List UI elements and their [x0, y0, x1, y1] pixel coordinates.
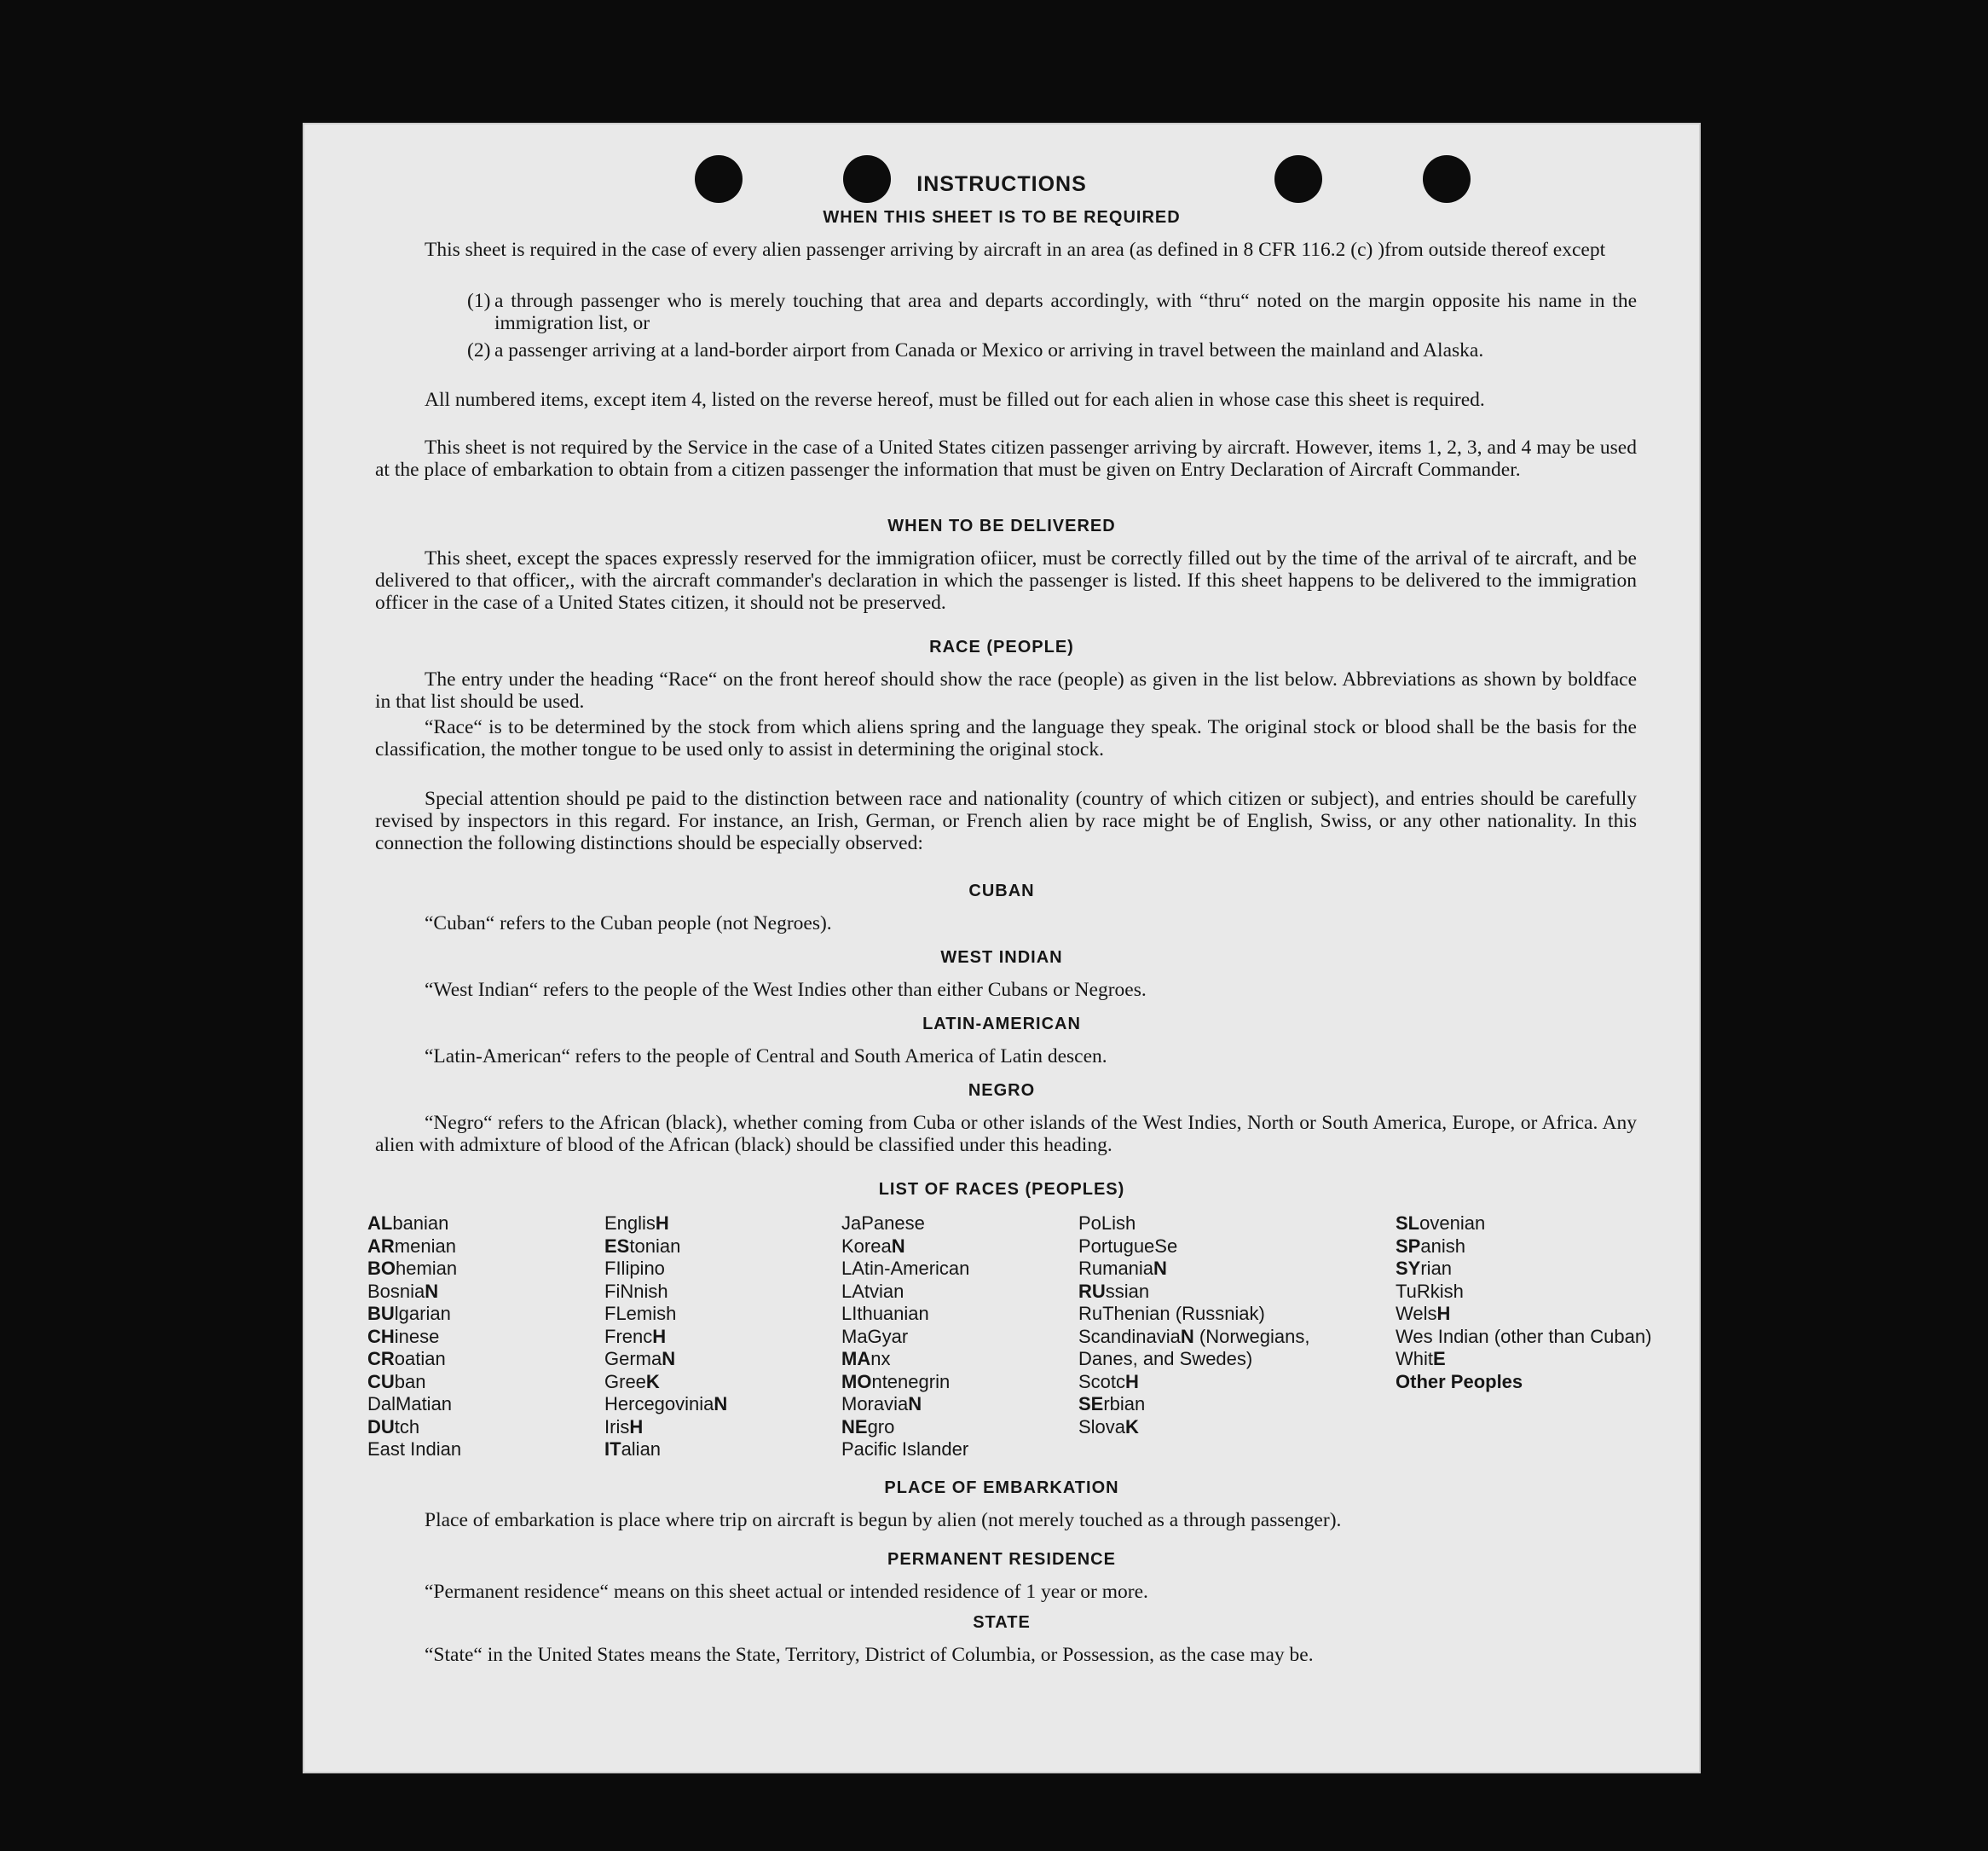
race-name-part: gro: [867, 1415, 895, 1437]
section-heading: WHEN TO BE DELIVERED: [887, 517, 1116, 535]
race-name-part: PortugueSe: [1078, 1235, 1178, 1257]
paragraph: “Race“ is to be determined by the stock from which aliens spring and the language they speak. The original stock or blood shall be the basis for the classification, the mother tongue to be used only to assist in determining the original stock.: [375, 716, 1637, 761]
race-entry: [841, 1281, 1072, 1304]
race-name-part: Whit: [1396, 1348, 1433, 1369]
race-name-part: Pacific Islander: [841, 1438, 969, 1460]
race-name-part: RuThenian (Russniak): [1078, 1303, 1265, 1324]
race-abbreviation: SP: [1396, 1235, 1421, 1257]
race-abbreviation: N: [425, 1280, 439, 1302]
race-abbreviation: AL: [367, 1212, 393, 1234]
race-abbreviation: N: [908, 1393, 922, 1414]
race-abbreviation: SL: [1396, 1212, 1420, 1234]
race-entry: [1078, 1326, 1326, 1371]
section-heading: PLACE OF EMBARKATION: [884, 1478, 1119, 1497]
race-entry: [604, 1235, 826, 1258]
race-name-part: LAtvian: [841, 1280, 904, 1302]
race-entry: [841, 1393, 1072, 1416]
race-entry: [1396, 1325, 1652, 1349]
race-abbreviation: N: [714, 1393, 728, 1414]
race-abbreviation: BU: [367, 1303, 395, 1324]
item-number: (1): [467, 290, 491, 312]
races-column: [604, 1212, 826, 1461]
race-name-part: alian: [621, 1438, 662, 1460]
race-abbreviation: Other Peoples: [1396, 1370, 1523, 1392]
race-entry: [1396, 1235, 1634, 1258]
race-abbreviation: CH: [367, 1325, 395, 1347]
race-entry: [1078, 1371, 1326, 1394]
race-entry: [1396, 1212, 1634, 1235]
race-entry: [604, 1371, 826, 1394]
race-entry: [841, 1212, 1072, 1235]
race-abbreviation: IT: [604, 1438, 621, 1460]
race-abbreviation: CU: [367, 1370, 395, 1392]
section-heading: WHEN THIS SHEET IS TO BE REQUIRED: [823, 208, 1181, 227]
race-entry: [841, 1303, 1072, 1326]
paragraph: This sheet is required in the case of every alien passenger arriving by aircraft in an area (as defined in 8 CFR 116.2 (c) )from outside thereof except: [425, 239, 1606, 261]
race-name-part: (Norwegians, Danes, and Swedes): [1078, 1325, 1310, 1369]
race-name-part: MaGyar: [841, 1325, 909, 1347]
race-entry: [604, 1416, 826, 1439]
race-name-part: Gree: [604, 1370, 646, 1392]
race-name-part: ovenian: [1419, 1212, 1486, 1234]
race-name-part: Wes Indian (other than Cuban): [1396, 1325, 1652, 1347]
race-abbreviation: N: [662, 1348, 676, 1369]
race-entry: [367, 1303, 589, 1326]
race-abbreviation: E: [1433, 1348, 1446, 1369]
race-abbreviation: MO: [841, 1370, 872, 1392]
race-name-part: LIthuanian: [841, 1303, 929, 1324]
paragraph: Special attention should pe paid to the distinction between race and nationality (country of which citizen or subject), and entries should be carefully revised by inspectors in this regard. For instance, an Irish, German, or French alien by race might be of English, Swiss, or any other nationality. In this connection the following distinctions should be especially observed:: [375, 788, 1637, 854]
paragraph: “Negro“ refers to the African (black), whether coming from Cuba or other islands of the West Indies, North or South America, Europe, or Africa. Any alien with admixture of blood of the African (black) should be classified under this heading.: [375, 1112, 1637, 1156]
race-abbreviation: CR: [367, 1348, 395, 1369]
race-entry: [604, 1212, 826, 1235]
section-heading: NEGRO: [968, 1081, 1036, 1100]
race-name-part: Scandinavia: [1078, 1325, 1181, 1347]
race-name-part: Moravia: [841, 1393, 909, 1414]
races-column: [841, 1212, 1072, 1461]
race-name-part: lgarian: [394, 1303, 451, 1324]
race-name-part: ntenegrin: [871, 1370, 951, 1392]
race-name-part: JaPanese: [841, 1212, 925, 1234]
race-entry: [841, 1326, 1072, 1349]
races-column: [1078, 1212, 1326, 1438]
section-heading: LATIN-AMERICAN: [922, 1015, 1081, 1033]
race-abbreviation: K: [645, 1370, 660, 1392]
race-entry: [604, 1348, 826, 1371]
instruction-sheet: [303, 123, 1701, 1773]
race-entry: [604, 1438, 826, 1461]
paragraph: Place of embarkation is place where trip on aircraft is begun by alien (not merely touched as a through passenger).: [425, 1509, 1342, 1531]
race-abbreviation: RU: [1078, 1280, 1106, 1302]
race-abbreviation: BO: [367, 1258, 396, 1279]
paragraph: “Latin-American“ refers to the people of Central and South America of Latin descen.: [425, 1045, 1107, 1067]
section-heading: STATE: [973, 1613, 1031, 1632]
race-name-part: hemian: [396, 1258, 458, 1279]
race-name-part: nx: [870, 1348, 891, 1369]
race-name-part: Iris: [604, 1415, 630, 1437]
race-name-part: ban: [394, 1370, 426, 1392]
paragraph: “Cuban“ refers to the Cuban people (not Negroes).: [425, 912, 832, 934]
race-name-part: rbian: [1103, 1393, 1146, 1414]
race-name-part: oatian: [394, 1348, 446, 1369]
race-name-part: LAtin-American: [841, 1258, 970, 1279]
race-entry: [367, 1212, 589, 1235]
race-name-part: Slova: [1078, 1415, 1126, 1437]
item-number: (2): [467, 339, 491, 362]
race-entry: [1396, 1348, 1634, 1371]
race-abbreviation: N: [1180, 1325, 1194, 1347]
race-name-part: Frenc: [604, 1325, 653, 1347]
page-title: INSTRUCTIONS: [916, 172, 1087, 196]
race-name-part: Englis: [604, 1212, 656, 1234]
race-entry: [367, 1235, 589, 1258]
section-heading: CUBAN: [968, 882, 1035, 900]
item-text: a passenger arriving at a land-border airport from Canada or Mexico or arriving in travel between the mainland and Alaska.: [494, 339, 1484, 362]
race-abbreviation: N: [1153, 1258, 1167, 1279]
race-entry: [1078, 1303, 1326, 1326]
race-name-part: anish: [1420, 1235, 1465, 1257]
race-name-part: East Indian: [367, 1438, 462, 1460]
race-entry: [367, 1326, 589, 1349]
races-column: [1396, 1212, 1652, 1393]
paragraph: “West Indian“ refers to the people of the West Indies other than either Cubans or Negroes.: [425, 979, 1147, 1001]
race-abbreviation: H: [655, 1212, 669, 1234]
race-entry: [604, 1393, 826, 1416]
race-entry: [841, 1258, 1072, 1281]
race-entry: [604, 1281, 826, 1304]
section-heading: WEST INDIAN: [940, 948, 1063, 967]
list-item: [467, 339, 1637, 362]
section-heading: LIST OF RACES (PEOPLES): [878, 1180, 1125, 1199]
race-abbreviation: H: [652, 1325, 667, 1347]
race-abbreviation: AR: [367, 1235, 395, 1257]
paragraph: The entry under the heading “Race“ on the front hereof should show the race (people) as given in the list below. Abbreviations as shown by boldface in that list should be used.: [375, 668, 1637, 713]
race-abbreviation: ES: [604, 1235, 630, 1257]
race-abbreviation: H: [1125, 1370, 1139, 1392]
race-entry: [841, 1348, 1072, 1371]
race-entry: [367, 1438, 589, 1461]
race-abbreviation: N: [891, 1235, 905, 1257]
race-entry: [1396, 1258, 1634, 1281]
race-entry: [1078, 1258, 1326, 1281]
race-entry: [604, 1326, 826, 1349]
race-entry: [1078, 1235, 1326, 1258]
paragraph: All numbered items, except item 4, listed on the reverse hereof, must be filled out for each alien in whose case this sheet is required.: [425, 389, 1485, 411]
race-entry: [1078, 1416, 1326, 1439]
race-entry: [841, 1371, 1072, 1394]
race-name-part: rian: [1420, 1258, 1453, 1279]
race-name-part: banian: [392, 1212, 449, 1234]
paragraph: This sheet is not required by the Service in the case of a United States citizen passenger arriving by aircraft. However, items 1, 2, 3, and 4 may be used at the place of embarkation to obtain from a citizen passenger the information that must be given on Entry Declaration of Aircraft Commander.: [375, 437, 1637, 481]
race-abbreviation: DU: [367, 1415, 395, 1437]
race-name-part: tonian: [629, 1235, 681, 1257]
race-abbreviation: SE: [1078, 1393, 1104, 1414]
section-heading: PERMANENT RESIDENCE: [887, 1550, 1116, 1569]
race-entry: [367, 1371, 589, 1394]
race-entry: [367, 1393, 589, 1416]
race-name-part: Bosnia: [367, 1280, 425, 1302]
race-entry: [367, 1258, 589, 1281]
race-name-part: menian: [394, 1235, 456, 1257]
race-entry: [1078, 1281, 1326, 1304]
race-name-part: FLemish: [604, 1303, 677, 1324]
paragraph: “Permanent residence“ means on this sheet actual or intended residence of 1 year or more.: [425, 1581, 1148, 1603]
race-name-part: Germa: [604, 1348, 662, 1369]
race-name-part: FIlipino: [604, 1258, 665, 1279]
race-entry: [1078, 1212, 1326, 1235]
paragraph: “State“ in the United States means the State, Territory, District of Columbia, or Possession, as the case may be.: [425, 1644, 1314, 1666]
race-entry: [1396, 1281, 1634, 1304]
race-name-part: ssian: [1105, 1280, 1150, 1302]
race-name-part: DalMatian: [367, 1393, 453, 1414]
race-entry: [841, 1438, 1072, 1461]
race-entry: [604, 1303, 826, 1326]
list-item: [467, 290, 1637, 334]
race-entry: [1078, 1393, 1326, 1416]
race-name-part: Scotc: [1078, 1370, 1126, 1392]
race-name-part: Hercegovinia: [604, 1393, 714, 1414]
race-name-part: Rumania: [1078, 1258, 1154, 1279]
list-of-races: [367, 1212, 1652, 1460]
race-abbreviation: H: [629, 1415, 644, 1437]
races-column: [367, 1212, 589, 1461]
race-abbreviation: MA: [841, 1348, 871, 1369]
race-entry: [367, 1416, 589, 1439]
race-entry: [841, 1416, 1072, 1439]
race-entry: [604, 1258, 826, 1281]
race-name-part: PoLish: [1078, 1212, 1136, 1234]
item-text: a through passenger who is merely touching that area and departs accordingly, with “thru“ noted on the margin opposite his name in the immigration list, or: [494, 290, 1637, 334]
race-name-part: tch: [394, 1415, 420, 1437]
race-entry: [841, 1235, 1072, 1258]
section-heading: RACE (PEOPLE): [929, 638, 1074, 657]
race-entry: [1396, 1371, 1634, 1394]
race-abbreviation: SY: [1396, 1258, 1421, 1279]
race-entry: [1396, 1303, 1634, 1326]
race-abbreviation: K: [1125, 1415, 1139, 1437]
race-entry: [367, 1281, 589, 1304]
race-name-part: TuRkish: [1396, 1280, 1464, 1302]
paragraph: This sheet, except the spaces expressly reserved for the immigration ofiicer, must be correctly filled out by the time of the arrival of te aircraft, and be delivered to that officer,, with the aircraft commander's declaration in which the passenger is listed. If this sheet happens to be delivered to the immigration officer in the case of a United States citizen, it should not be preserved.: [375, 547, 1637, 614]
race-name-part: inese: [394, 1325, 440, 1347]
race-abbreviation: NE: [841, 1415, 868, 1437]
race-name-part: FiNnish: [604, 1280, 668, 1302]
race-abbreviation: H: [1436, 1303, 1451, 1324]
race-name-part: Korea: [841, 1235, 892, 1257]
race-name-part: Wels: [1396, 1303, 1437, 1324]
race-entry: [367, 1348, 589, 1371]
